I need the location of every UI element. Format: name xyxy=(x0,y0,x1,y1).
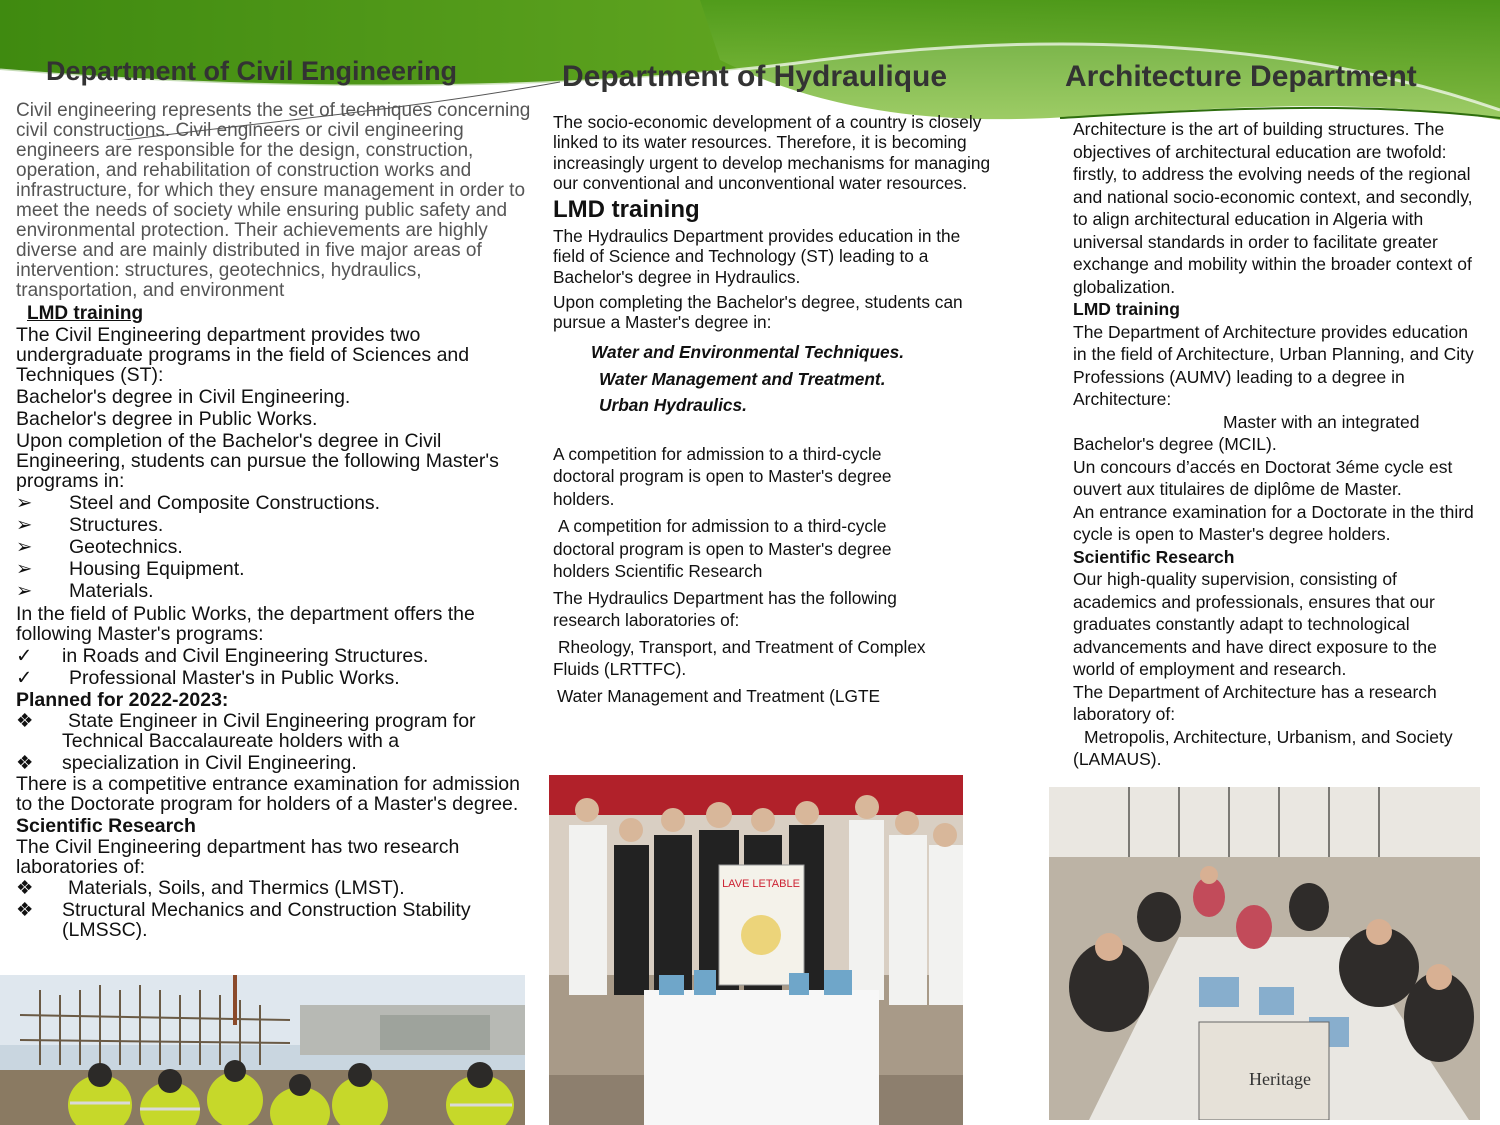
construction-site-photo xyxy=(0,975,525,1125)
arch-title: Architecture Department xyxy=(1065,60,1417,93)
check-bullet-icon: ✓ xyxy=(16,645,33,667)
hydro-doctorate-1: A competition for admission to a third-cycle doctoral program is open to Master's degree holders. xyxy=(553,443,892,509)
arch-research-heading: Scientific Research xyxy=(1073,546,1235,567)
hydro-master-1: Water and Environmental Techniques. xyxy=(591,341,905,362)
arch-research-text: Our high-quality supervision, consisting of academics and professionals, ensures that our graduates constantly adapt to technological advancements and have direct exposure to the world of employment and research. xyxy=(1073,569,1437,679)
arch-column xyxy=(1065,60,1485,771)
diamond-bullet-icon: ❖ xyxy=(16,752,34,774)
civil-lmd-heading: LMD training xyxy=(27,303,144,324)
hydro-lmd-heading: LMD training xyxy=(553,196,700,224)
arch-lmd-heading: LMD training xyxy=(1073,299,1180,319)
list-item: ✓ in Roads and Civil Engineering Structures. xyxy=(16,645,429,667)
arch-bachelor-line: Bachelor's degree (MCIL). xyxy=(1073,434,1277,454)
arch-concours: Un concours d’accés en Doctorat 3éme cycle est ouvert aux titulaires de diplôme de Master. xyxy=(1073,456,1453,499)
hydro-master-3: Urban Hydraulics. xyxy=(599,395,747,416)
civil-title: Department of Civil Engineering xyxy=(46,56,458,86)
arrow-bullet-icon: ➢ xyxy=(16,514,33,536)
arch-lab: Metropolis, Architecture, Urbanism, and Society (LAMAUS). xyxy=(1073,726,1453,769)
list-item: ➢ Housing Equipment. xyxy=(16,558,245,580)
hydro-labs-intro: The Hydraulics Department has the following research laboratories of: xyxy=(553,587,897,631)
list-item: ➢ Structures. xyxy=(16,514,164,536)
arrow-bullet-icon: ➢ xyxy=(16,580,33,602)
list-item: ❖ State Engineer in Civil Engineering program for Technical Baccalaureate holders with a xyxy=(16,710,476,752)
civil-intro: Civil engineering represents the set of techniques concerning civil constructions. Civil engineers or civil engineering engineers are responsible for the design, construction, operation, and rehabilitation of construction works and infrastructure, for which they ensure management in order to meet the needs of society while ensuring public safety and environmental protection. Their achievements are highly diverse and are mainly distributed in five major areas of intervention: structures, geotechnics, hydraulics, transportation, and environment xyxy=(16,100,531,301)
list-item: ➢ Geotechnics. xyxy=(16,536,183,558)
arch-labs-intro: The Department of Architecture has a research laboratory of: xyxy=(1073,681,1437,724)
arch-intro: Architecture is the art of building structures. The objectives of architectural education are twofold: firstly, to address the evolving needs of the regional and national socio-economic context, and secondly, to align architectural education in Algeria with universal standards in order to facilitate greater exchange and mobility within the broader context of globalization. xyxy=(1073,119,1473,297)
hydro-lab-2: Water Management and Treatment (LGTE xyxy=(557,685,881,706)
hydro-doctorate-2: A competition for admission to a third-cycle doctoral program is open to Master's degree holders Scientific Research xyxy=(553,516,892,582)
civil-lmd-text: The Civil Engineering department provides two undergraduate programs in the field of Sciences and Techniques (ST): xyxy=(16,324,470,386)
civil-masters-list xyxy=(16,493,531,603)
civil-planned-list xyxy=(16,711,531,773)
civil-doctorate: There is a competitive entrance examination for admission to the Doctorate program for holders of a Master's degree. xyxy=(16,773,520,815)
civil-pw-list xyxy=(16,646,531,690)
list-item: ❖ Structural Mechanics and Construction Stability (LMSSC). xyxy=(16,899,471,941)
arch-master-line: Master with an integrated xyxy=(1223,411,1420,432)
arrow-bullet-icon: ➢ xyxy=(16,558,33,580)
hydro-masters-intro: Upon completing the Bachelor's degree, students can pursue a Master's degree in: xyxy=(553,292,963,333)
list-item: ❖ specialization in Civil Engineering. xyxy=(16,752,357,774)
workshop-photo xyxy=(1049,787,1480,1120)
list-item: ✓ Professional Master's in Public Works. xyxy=(16,667,400,689)
hydro-lmd-text: The Hydraulics Department provides education in the field of Science and Technology (ST) leading to a Bachelor's degree in Hydraulics. xyxy=(553,226,961,287)
diamond-bullet-icon: ❖ xyxy=(16,877,34,899)
list-item: ➢ Materials. xyxy=(16,580,154,602)
hydro-title: Department of Hydraulique xyxy=(562,60,948,93)
poster-text: LAVE LETABLE xyxy=(722,878,800,890)
hydro-column xyxy=(553,60,1003,707)
hydro-lab-1: Rheology, Transport, and Treatment of Complex Fluids (LRTTFC). xyxy=(553,636,926,680)
hydro-intro: The socio-economic development of a country is closely linked to its water resources. Therefore, it is becoming increasingly urgent to develop mechanisms for managing our conventional and unconventional water resources. xyxy=(553,112,991,193)
civil-bachelor-1: Bachelor's degree in Civil Engineering. xyxy=(16,386,351,408)
arch-lmd-text: The Department of Architecture provides education in the field of Architecture, Urban Planning, and City Professions (AUMV) leading to a degree in Architecture: xyxy=(1073,321,1474,409)
civil-research-heading: Scientific Research xyxy=(16,815,196,837)
civil-planned-heading: Planned for 2022-2023: xyxy=(16,689,229,711)
arrow-bullet-icon: ➢ xyxy=(16,536,33,558)
civil-bachelor-2: Bachelor's degree in Public Works. xyxy=(16,408,318,430)
check-bullet-icon: ✓ xyxy=(16,667,33,689)
arch-entrance: An entrance examination for a Doctorate in the third cycle is open to Master's degree holders. xyxy=(1073,501,1474,544)
civil-pw-intro: In the field of Public Works, the department offers the following Master's programs: xyxy=(16,603,475,645)
arrow-bullet-icon: ➢ xyxy=(16,492,33,514)
list-item: ➢ Steel and Composite Constructions. xyxy=(16,492,381,514)
list-item: ❖ Materials, Soils, and Thermics (LMST). xyxy=(16,877,405,899)
diamond-bullet-icon: ❖ xyxy=(16,899,34,921)
exhibition-stand-photo xyxy=(549,775,963,1125)
diamond-bullet-icon: ❖ xyxy=(16,710,34,732)
sign-text: Heritage xyxy=(1249,1069,1311,1089)
civil-column xyxy=(16,56,531,940)
civil-labs-list xyxy=(16,878,531,940)
civil-masters-intro: Upon completion of the Bachelor's degree in Civil Engineering, students can pursue the following Master's programs in: xyxy=(16,430,499,492)
civil-research-text: The Civil Engineering department has two research laboratories of: xyxy=(16,836,460,878)
hydro-master-2: Water Management and Treatment. xyxy=(599,368,886,389)
